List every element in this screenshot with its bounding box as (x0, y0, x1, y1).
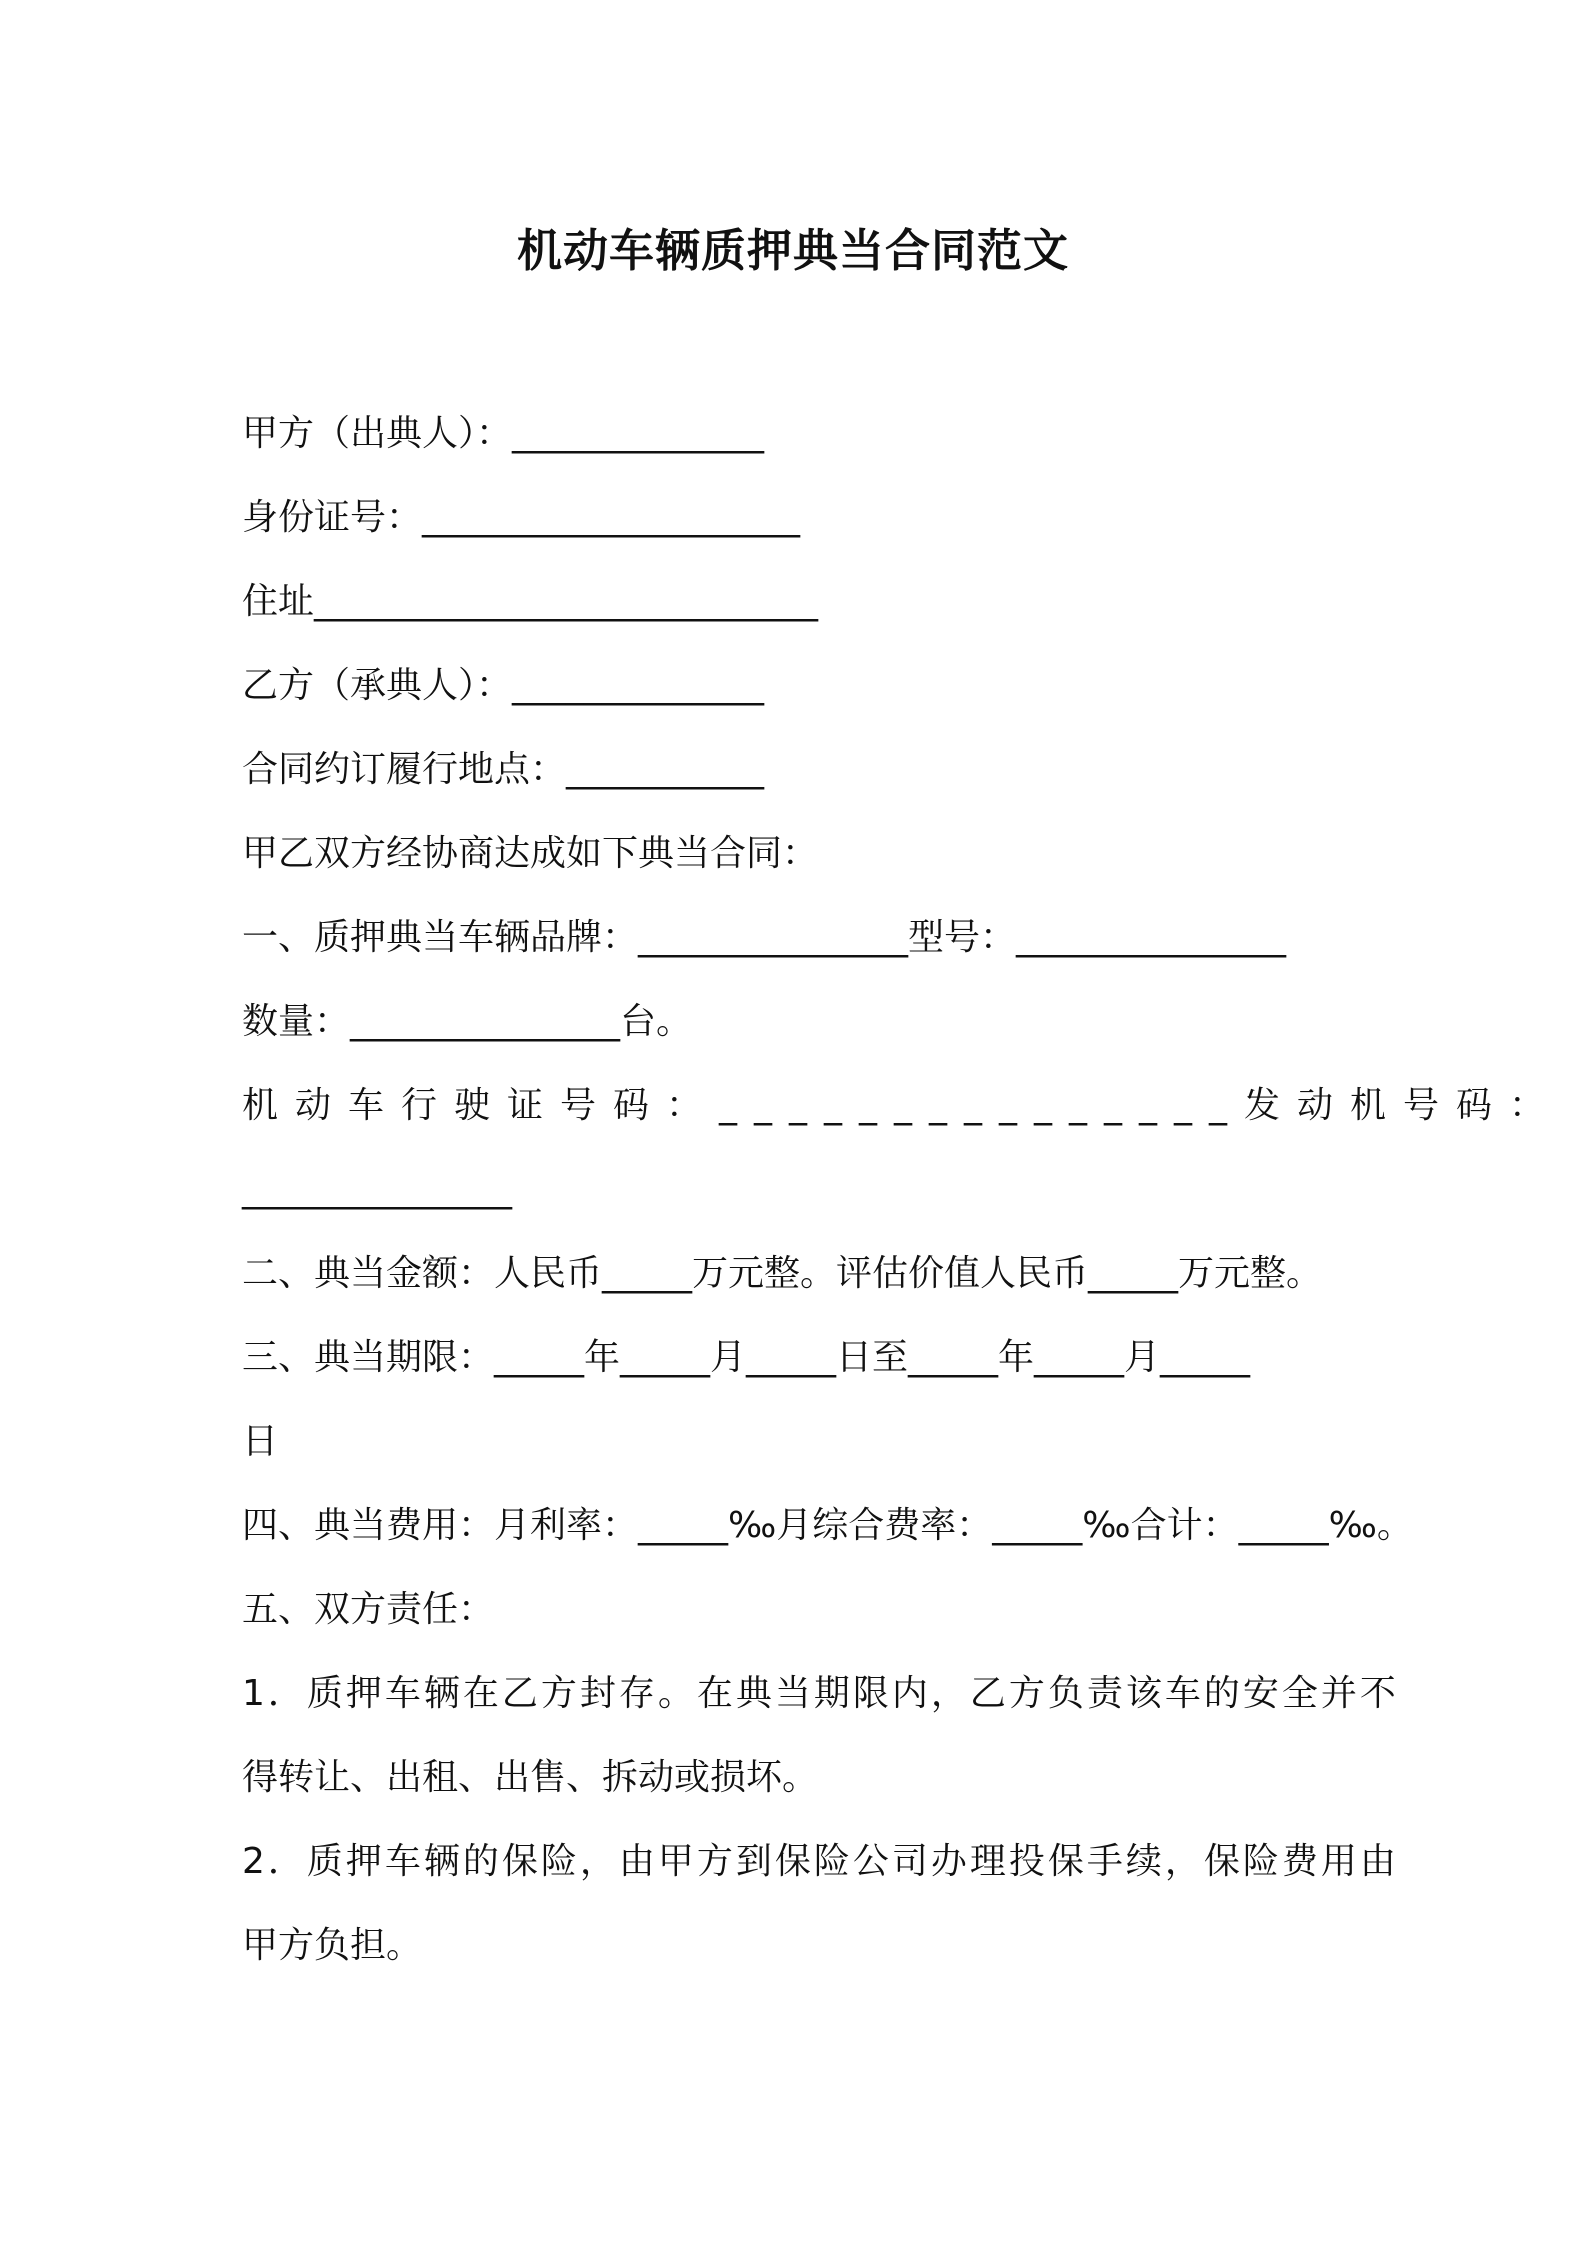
id-number-line: 身份证号：_____________________ (242, 497, 801, 538)
clause-5-heading: 五、双方责任： (242, 1589, 495, 1630)
party-a-line: 甲方（出典人）：______________ (242, 413, 765, 454)
document-title: 机动车辆质押典当合同范文 (516, 224, 1069, 277)
agreement-intro-line: 甲乙双方经协商达成如下典当合同： (242, 833, 819, 874)
clause-1-license-line: 机动车行驶证号码：_______________发动机号码： (242, 1085, 1563, 1126)
clause-1-engine-blank-line: _______________ (242, 1169, 512, 1210)
clause-5-item-1-line-1: 1．质押车辆在乙方封存。在典当期限内，乙方负责该车的安全并不 (242, 1673, 1399, 1714)
clause-5-item-1-line-2: 得转让、出租、出售、拆动或损坏。 (242, 1757, 819, 1798)
clause-1-brand-line: 一、质押典当车辆品牌：_______________型号：_______________ (242, 917, 1287, 958)
clause-3-term-line: 三、典当期限：_____年_____月_____日至_____年_____月_____ (242, 1337, 1251, 1378)
clause-4-fees-line: 四、典当费用：月利率：_____‰月综合费率：_____‰合计：_____‰。 (242, 1505, 1413, 1546)
party-b-line: 乙方（承典人）：______________ (242, 665, 765, 706)
clause-5-item-2-line-2: 甲方负担。 (242, 1925, 423, 1966)
contract-place-line: 合同约订履行地点：___________ (242, 749, 765, 790)
clause-3-term-end-line: 日 (242, 1421, 279, 1462)
clause-1-quantity-line: 数量：_______________台。 (242, 1001, 693, 1042)
address-line: 住址____________________________ (242, 581, 818, 622)
clause-5-item-2-line-1: 2．质押车辆的保险，由甲方到保险公司办理投保手续，保险费用由 (242, 1841, 1399, 1882)
clause-2-amount-line: 二、典当金额：人民币_____万元整。评估价值人民币_____万元整。 (242, 1253, 1323, 1294)
